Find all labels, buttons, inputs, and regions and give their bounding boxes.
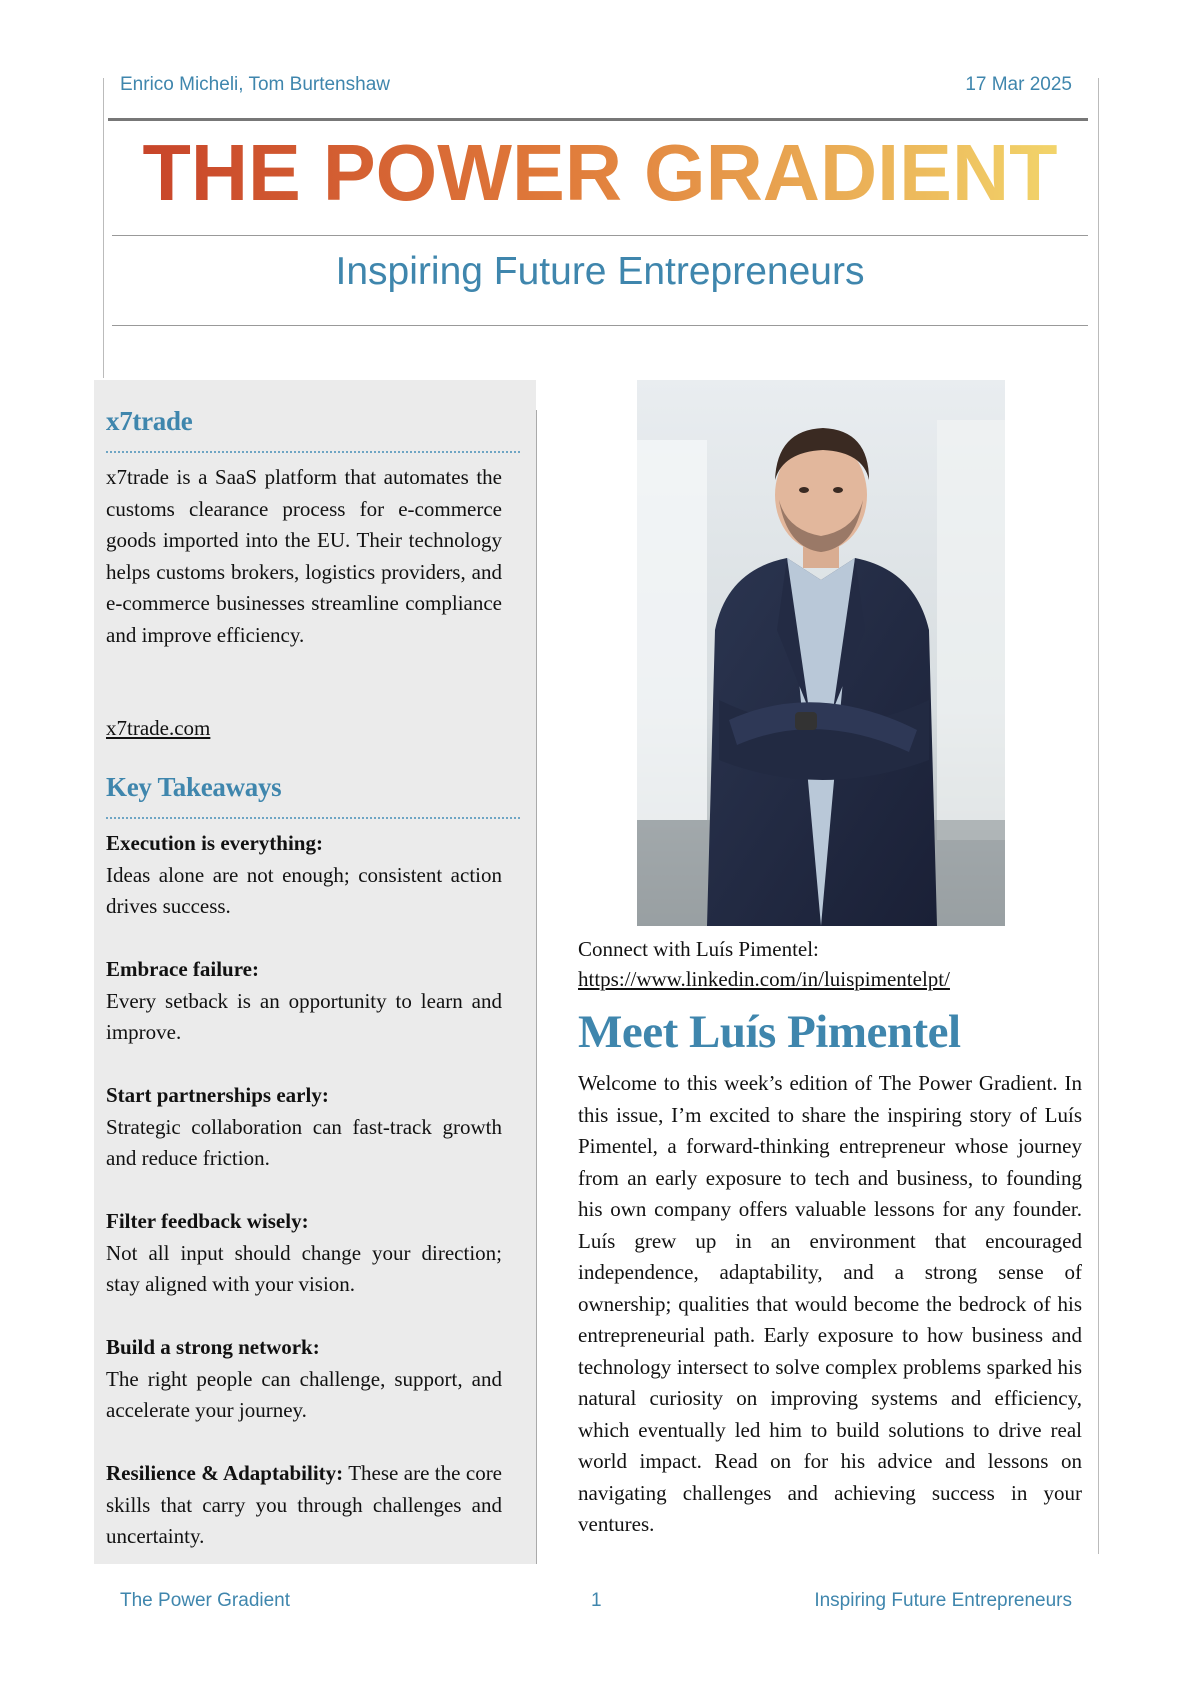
frame-left-line xyxy=(103,78,104,378)
tagline-bottom-rule xyxy=(112,325,1088,326)
takeaway-item xyxy=(106,1458,502,1553)
masthead-title-text: THE POWER GRADIENT xyxy=(142,128,1058,214)
takeaway-text: These are the core skills that carry you through challenges and uncertainty. xyxy=(106,1461,503,1548)
takeaway-item xyxy=(106,1206,502,1301)
company-website-link[interactable]: x7trade.com xyxy=(106,716,211,740)
takeaway-title: Execution is everything: xyxy=(106,831,323,855)
takeaways-list xyxy=(106,828,502,1584)
profile-heading: Meet Luís Pimentel xyxy=(578,1006,961,1058)
takeaway-text: Ideas alone are not enough; consistent action drives success. xyxy=(106,862,502,918)
takeaways-heading-divider xyxy=(106,817,520,819)
takeaway-title: Start partnerships early: xyxy=(106,1083,329,1107)
takeaway-text: The right people can challenge, support, and accelerate your journey. xyxy=(106,1366,502,1422)
header-authors: Enrico Micheli, Tom Burtenshaw xyxy=(120,74,390,95)
portrait-icon xyxy=(637,380,1005,926)
company-heading: x7trade xyxy=(106,406,193,436)
takeaway-item xyxy=(106,828,502,923)
linkedin-link[interactable]: https://www.linkedin.com/in/luispimentelpt/ xyxy=(578,967,950,991)
footer-right: Inspiring Future Entrepreneurs xyxy=(814,1590,1072,1611)
takeaways-heading: Key Takeaways xyxy=(106,772,282,802)
profile-intro: Welcome to this week’s edition of The Power Gradient. In this issue, I’m excited to share the inspiring story of Luís Pimentel, a forward-thinking entrepreneur whose journey from an early exposure to tech and business, to founding his own company offers valuable lessons for any founder. Luís grew up in an environment that encouraged independence, adaptability, and a strong sense of ownership; qualities that would become the bedrock of his entrepreneurial path. Early exposure to how business and technology intersect to solve complex problems sparked his natural curiosity on improving systems and efficiency, which eventually led him to build solutions to drive real world impact. Read on for his advice and lessons on navigating challenges and achieving success in your ventures. xyxy=(578,1071,1082,1536)
takeaway-title: Filter feedback wisely: xyxy=(106,1209,309,1233)
frame-right-line xyxy=(1098,78,1099,1554)
takeaway-title: Build a strong network: xyxy=(106,1335,320,1359)
company-heading-divider xyxy=(106,451,520,453)
header-date: 17 Mar 2025 xyxy=(965,74,1072,95)
takeaway-text: Not all input should change your direction; stay aligned with your vision. xyxy=(106,1240,502,1296)
connect-label: Connect with Luís Pimentel: xyxy=(578,937,819,961)
masthead-bottom-rule xyxy=(112,235,1088,236)
takeaway-item xyxy=(106,1080,502,1175)
footer-page-number: 1 xyxy=(591,1590,602,1611)
masthead-top-rule xyxy=(108,118,1088,121)
portrait-photo xyxy=(637,380,1005,926)
takeaway-item xyxy=(106,954,502,1049)
takeaway-item xyxy=(106,1332,502,1427)
sidebar-panel xyxy=(94,380,536,1564)
tagline: Inspiring Future Entrepreneurs xyxy=(335,250,865,293)
takeaway-text: Every setback is an opportunity to learn and improve. xyxy=(106,988,502,1044)
connect-block xyxy=(578,934,950,994)
takeaway-text: Strategic collaboration can fast-track growth and reduce friction. xyxy=(106,1114,502,1170)
masthead-title xyxy=(110,122,1090,214)
sidebar-right-edge xyxy=(536,410,537,1564)
takeaway-title: Resilience & Adaptability: xyxy=(106,1461,344,1485)
takeaway-title: Embrace failure: xyxy=(106,957,259,981)
company-description: x7trade is a SaaS platform that automates the customs clearance process for e-commerce goods imported into the EU. Their technology helps customs brokers, logistics providers, and e-commerce businesses streamline compliance and improve efficiency. xyxy=(106,465,502,647)
footer-left: The Power Gradient xyxy=(120,1590,291,1611)
